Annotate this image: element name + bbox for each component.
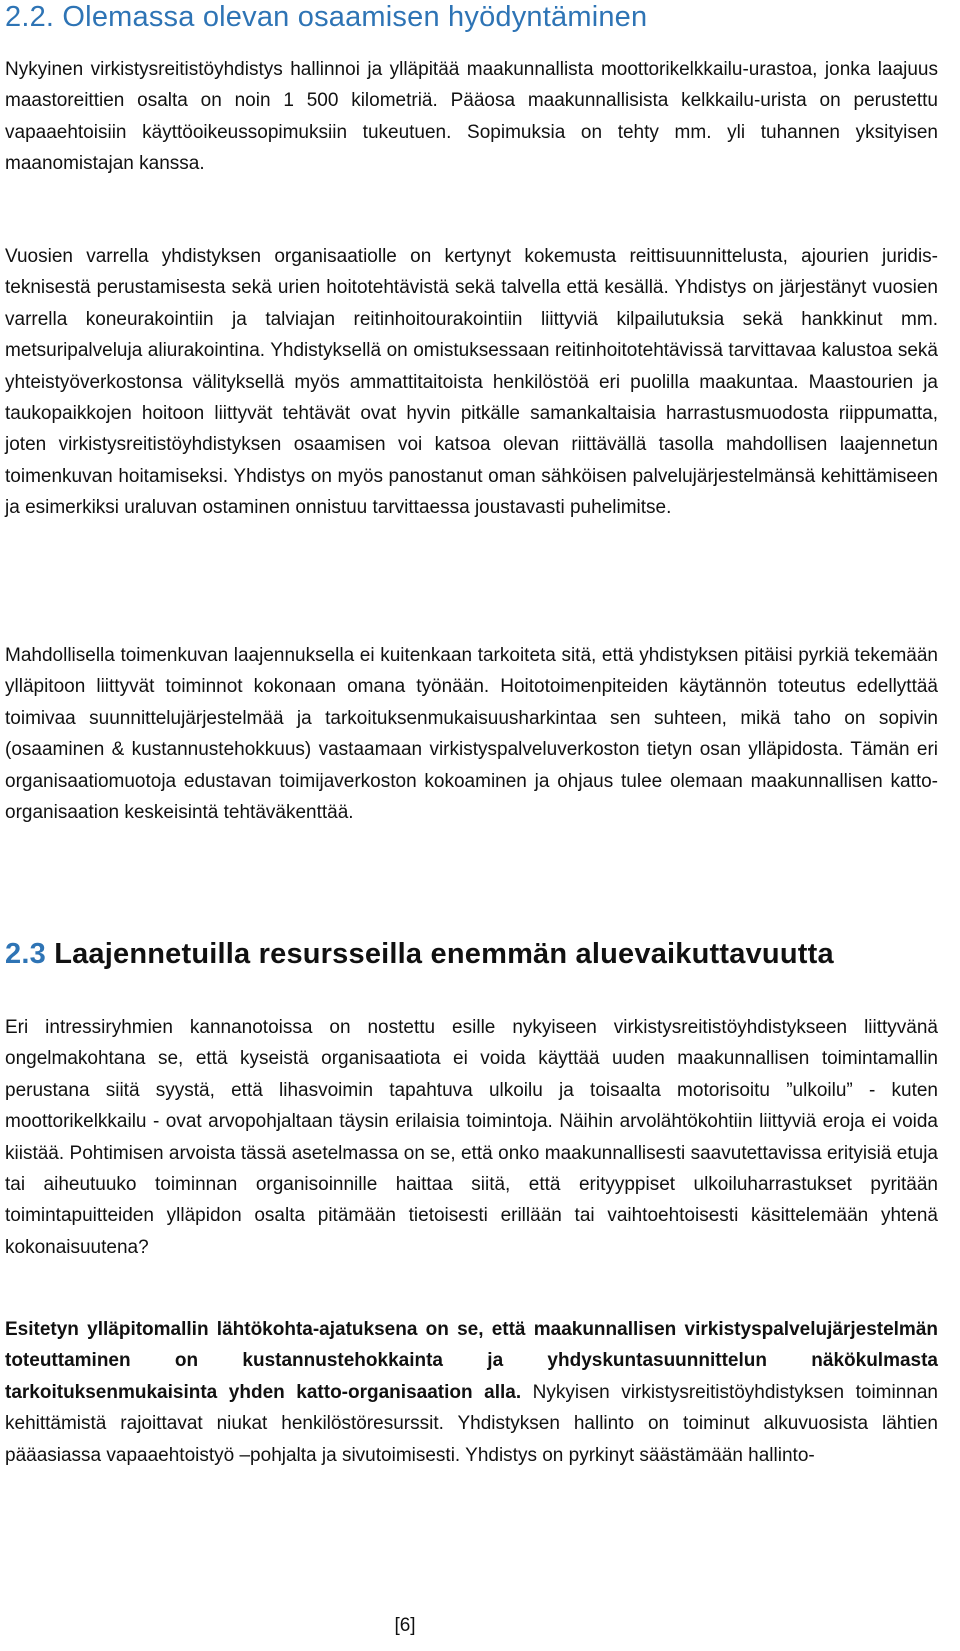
section-heading-2-2: 2.2. Olemassa olevan osaamisen hyödyntäminen — [5, 1, 648, 33]
page-number: [6] — [394, 1615, 416, 1636]
paragraph-2-3-2 — [5, 1314, 938, 1471]
bold-statement: Esitetyn ylläpitomallin lähtökohta-ajatuksena on se, että maakunnallisen virkistyspalvelujärjestelmän toteuttaminen on kustannustehokkainta ja yhdyskuntasuunnittelun näkökulmasta tarkoituksenmukaisinta yhden katto-organisaation alla. — [5, 1319, 938, 1403]
paragraph-2-3-1: Eri intressiryhmien kannanotoissa on nostettu esille nykyiseen virkistysreitistöyhdistykseen liittyvänä ongelmakohtana se, että kyseistä organisaatiota ei voida käyttää uuden maakunnallisen toimintamallin perustana siitä syystä, että lihasvoimin tapahtuva ulkoilu ja toisaalta motorisoitu ”ulkoilu” - kuten moottorikelkkailu - ovat arvopohjaltaan täysin erilaisia toimintoja. Näihin arvolähtökohtiin liittyviä eroja ei voida kiistää. Pohtimisen arvoista tässä asetelmassa on se, että onko maakunnallisesti saavutettavissa erityisiä etuja tai aiheutuuko toiminnan organisoinnille haittaa siitä, että erityyppiset ulkoiluharrastukset pyritään toimintapuitteiden ylläpidon osalta pitämään tietoisesti erillään tai vaihtoehtoisesti käsittelemään yhtenä kokonaisuutena? — [5, 1017, 938, 1258]
paragraph-2-2-1: Nykyinen virkistysreitistöyhdistys hallinnoi ja ylläpitää maakunnallista moottorikelkkailu-urastoa, jonka laajuus maastoreittien osalta on noin 1 500 kilometriä. Pääosa maakunnallisista kelkkailu-urista on perustettu vapaaehtoisiin käyttöoikeussopimuksiin tukeutuen. Sopimuksia on tehty mm. yli tuhannen yksityisen maanomistajan kanssa. — [5, 59, 938, 175]
section-heading-2-3 — [5, 937, 938, 971]
paragraph-continuation: Nykyisen virkistysreitistöyhdistyksen toiminnan kehittämistä rajoittavat niukat henkilöstöresurssit. Yhdistyksen hallinto on toiminut alkuvuosista lähtien pääasiassa vapaaehtoistyö –pohjalta ja sivutoimisesti. Yhdistys on pyrkinyt säästämään hallinto- — [5, 1381, 938, 1466]
section-title-text: Laajennetuilla resursseilla enemmän aluevaikuttavuutta — [54, 938, 834, 970]
paragraph-2-2-3: Mahdollisella toimenkuvan laajennuksella ei kuitenkaan tarkoiteta sitä, että yhdistyksen pitäisi pyrkiä tekemään ylläpitoon liittyvät toiminnot kokonaan omana työnään. Hoitotoimenpiteiden käytännön toteutus edellyttää toimivaa suunnittelujärjestelmää ja tarkoituksenmukaisuusharkintaa sen suhteen, mikä taho on sopivin (osaaminen & kustannustehokkuus) vastaamaan virkistyspalveluverkoston tietyn osan ylläpidosta. Tämän eri organisaatiomuotoja edustavan toimijaverkoston kokoaminen ja ohjaus tulee olemaan maakunnallisen katto-organisaation keskeisintä tehtäväkenttää. — [5, 645, 938, 824]
paragraph-2-2-2: Vuosien varrella yhdistyksen organisaatiolle on kertynyt kokemusta reittisuunnittelusta, ajourien juridis-teknisestä perustamisesta sekä urien hoitotehtävistä sekä talvella että kesällä. Yhdistys on järjestänyt vuosien varrella koneurakointiin ja talviajan reitinhoitourakointiin liittyviä kilpailutuksia sekä hankkinut mm. metsuripalveluja aliurakointina. Yhdistyksellä on omistuksessaan reitinhoitotehtävissä tarvittavaa kalustoa sekä yhteistyöverkostonsa välityksellä myös ammattitaitoista henkilöstöä eri puolilla maakuntaa. Maastourien ja taukopaikkojen hoitoon liittyvät tehtävät ovat hyvin pitkälle samankaltaisia harrastusmuodosta riippumatta, joten virkistysreitistöyhdistyksen osaamisen voi katsoa olevan riittävällä tasolla mahdollisen laajennetun toimenkuvan hoitamiseksi. Yhdistys on myös panostanut oman sähköisen palvelujärjestelmänsä kehittämiseen ja esimerkiksi uraluvan ostaminen onnistuu tarvittaessa joustavasti puhelimitse. — [5, 246, 938, 519]
section-number: 2.3 — [5, 938, 46, 970]
